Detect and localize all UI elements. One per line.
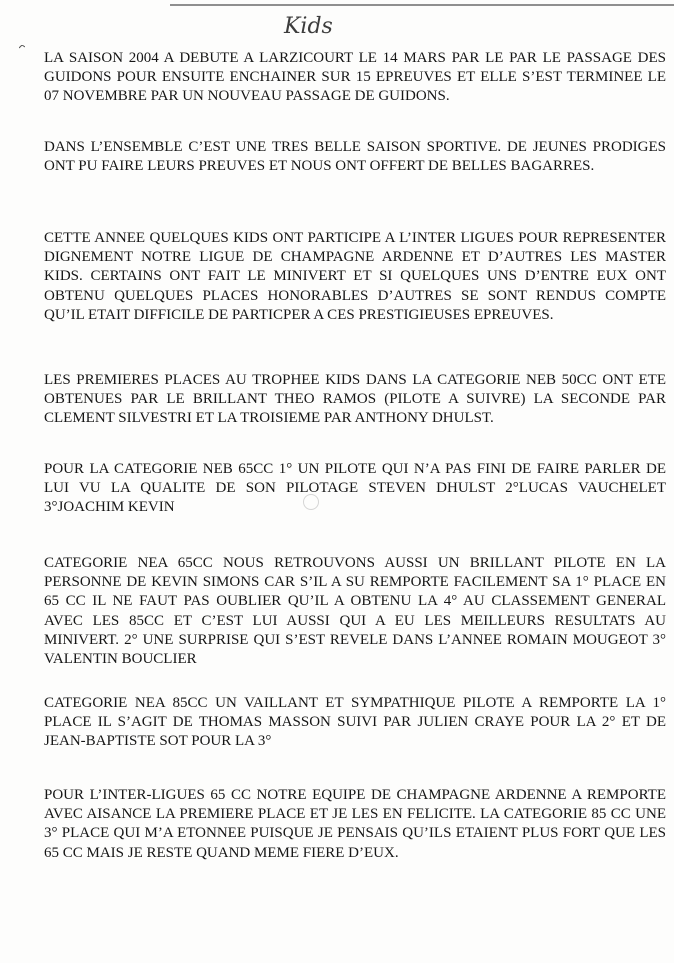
- paragraph-neb-50cc: LES PREMIERES PLACES AU TROPHEE KIDS DANS LA CATEGORIE NEB 50CC ONT ETE OBTENUES PAR LE BRILLANT THEO RAMOS (PILOTE A SUIVRE) LA SECONDE PAR CLEMENT SILVESTRI ET LA TROISIEME PAR ANTHONY DHULST.: [44, 372, 666, 427]
- paragraph-nea-65cc: CATEGORIE NEA 65CC NOUS RETROUVONS AUSSI UN BRILLANT PILOTE EN LA PERSONNE DE KEVIN SIMONS CAR S’IL A SU REMPORTE FACILEMENT SA 1° PLACE EN 65 CC IL NE FAUT PAS OUBLIER QU’IL A OBTENU LA 4° AU CLASSEMENT GENERAL AVEC LES 85CC ET C’EST LUI AUSSI QUI A EU LES MEILLEURS RESULTATS AU MINIVERT. 2° UNE SURPRISE QUI S’EST REVELE DANS L’ANNEE ROMAIN MOUGEOT 3° VALENTIN BOUCLIER: [44, 555, 666, 668]
- paragraph-season-start: LA SAISON 2004 A DEBUTE A LARZICOURT LE 14 MARS PAR LE PAR LE PASSAGE DES GUIDONS POUR ENSUITE ENCHAINER SUR 15 EPREUVES ET ELLE S’EST TERMINEE LE 07 NOVEMBRE PAR UN NOUVEAU PASSAGE DE GUIDONS.: [44, 50, 666, 105]
- margin-mark: [19, 36, 25, 40]
- paragraph-inter-ligues-results: POUR L’INTER-LIGUES 65 CC NOTRE EQUIPE DE CHAMPAGNE ARDENNE A REMPORTE AVEC AISANCE LA PREMIERE PLACE ET JE LES EN FELICITE. LA CATEGORIE 85 CC UNE 3° PLACE QUI M’A ETONNEE PUISQUE JE PENSAIS QU’ILS ETAIENT PLUS FORT QUE LES 65 CC MAIS JE RESTE QUAND MEME FIERE D’EUX.: [44, 787, 666, 861]
- handwritten-title-text: Kids: [284, 14, 333, 39]
- paragraph-neb-65cc: POUR LA CATEGORIE NEB 65CC 1° UN PILOTE QUI N’A PAS FINI DE FAIRE PARLER DE LUI VU LA QUALITE DE SON PILOTAGE STEVEN DHULST 2°LUCAS VAUCHELET 3°JOACHIM KEVIN: [44, 461, 666, 516]
- top-rule: [170, 4, 674, 6]
- handwritten-title: [282, 4, 372, 44]
- paragraph-nea-85cc: CATEGORIE NEA 85CC UN VAILLANT ET SYMPATHIQUE PILOTE A REMPORTE LA 1° PLACE IL S’AGIT DE THOMAS MASSON SUIVI PAR JULIEN CRAYE POUR LA 2° ET DE JEAN-BAPTISTE SOT POUR LA 3°: [44, 695, 666, 750]
- paragraph-season-overview: DANS L’ENSEMBLE C’EST UNE TRES BELLE SAISON SPORTIVE. DE JEUNES PRODIGES ONT PU FAIRE LEURS PREUVES ET NOUS ONT OFFERT DE BELLES BAGARRES.: [44, 139, 666, 175]
- paragraph-inter-ligues: CETTE ANNEE QUELQUES KIDS ONT PARTICIPE A L’INTER LIGUES POUR REPRESENTER DIGNEMENT NOTRE LIGUE DE CHAMPAGNE ARDENNE ET D’AUTRES LES MASTER KIDS. CERTAINS ONT FAIT LE MINIVERT ET SI QUELQUES UNS D’ENTRE EUX ONT OBTENU QUELQUES PLACES HONORABLES D’AUTRES SE SONT RENDUS COMPTE QU’IL ETAIT DIFFICILE DE PARTICPER A CES PRESTIGIEUSES EPREUVES.: [44, 230, 666, 323]
